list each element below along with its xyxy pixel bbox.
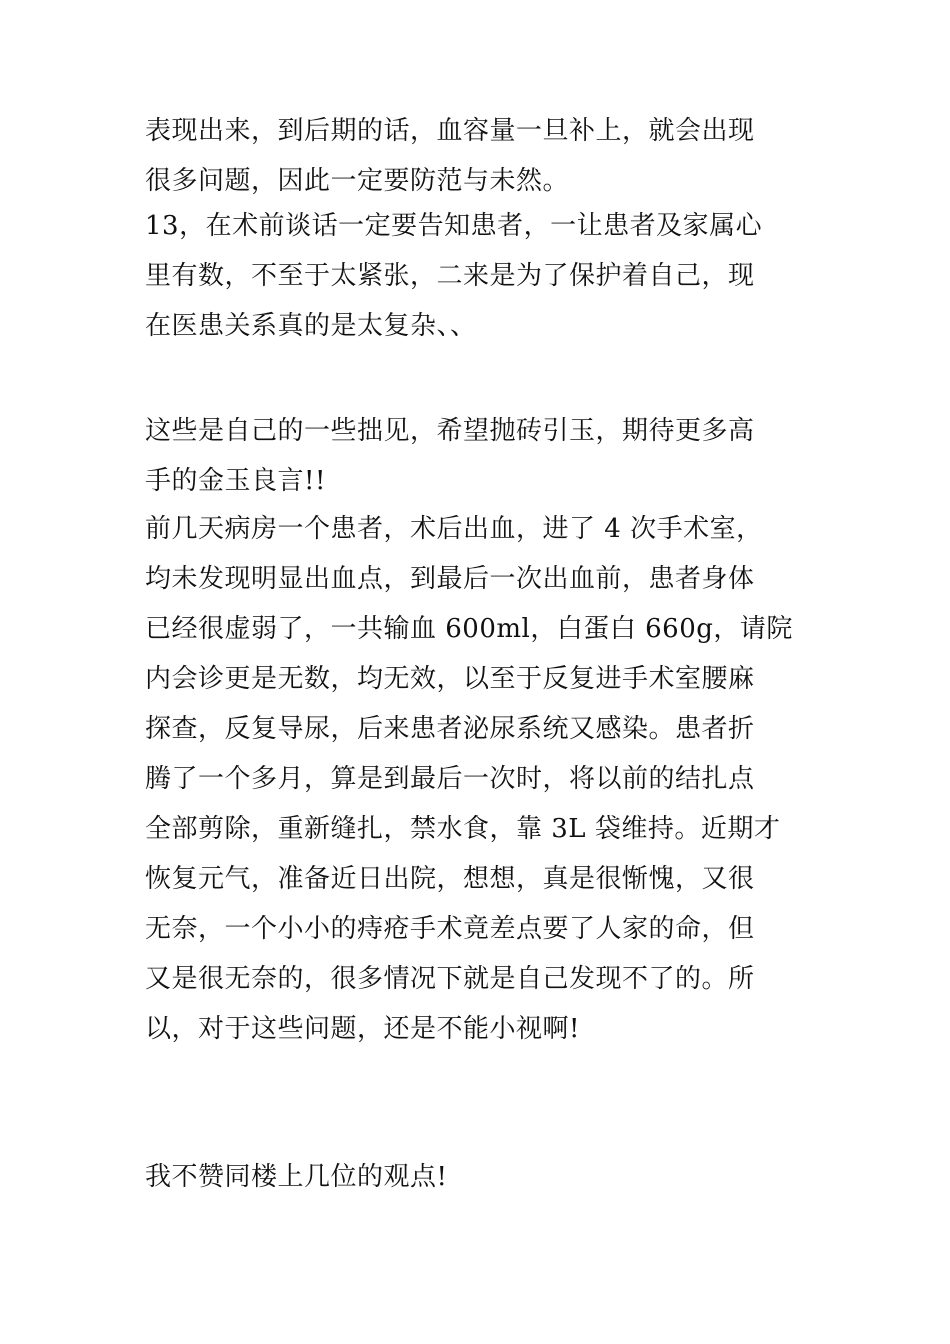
text-line: 无奈，一个小小的痔疮手术竟差点要了人家的命，但 xyxy=(145,914,755,944)
text-line: 里有数，不至于太紧张，二来是为了保护着自己，现 xyxy=(145,261,755,291)
text-line: 13，在术前谈话一定要告知患者，一让患者及家属心 xyxy=(145,211,763,241)
text-line: 已经很虚弱了，一共输血 600ml，白蛋白 660g，请院 xyxy=(145,614,793,644)
text-line: 前几天病房一个患者，术后出血，进了 4 次手术室， xyxy=(145,514,763,544)
text-line: 全部剪除，重新缝扎，禁水食，靠 3L 袋维持。近期才 xyxy=(145,814,781,844)
text-line: 均未发现明显出血点，到最后一次出血前，患者身体 xyxy=(145,564,755,594)
text-line: 探查，反复导尿，后来患者泌尿系统又感染。患者折 xyxy=(145,714,755,744)
text-line: 手的金玉良言!! xyxy=(145,466,326,496)
paragraph-4 xyxy=(145,504,825,1054)
paragraph-1 xyxy=(145,106,825,206)
paragraph-5 xyxy=(145,1152,825,1202)
text-line: 这些是自己的一些拙见，希望抛砖引玉，期待更多高 xyxy=(145,416,755,446)
text-line: 很多问题，因此一定要防范与未然。 xyxy=(145,166,570,196)
text-line: 腾了一个多月，算是到最后一次时，将以前的结扎点 xyxy=(145,764,755,794)
text-line: 我不赞同楼上几位的观点! xyxy=(145,1162,448,1192)
paragraph-3 xyxy=(145,406,825,506)
text-line: 内会诊更是无数，均无效，以至于反复进手术室腰麻 xyxy=(145,664,755,694)
text-line: 恢复元气，准备近日出院，想想，真是很惭愧，又很 xyxy=(145,864,755,894)
text-line: 又是很无奈的，很多情况下就是自己发现不了的。所 xyxy=(145,964,755,994)
text-line: 以，对于这些问题，还是不能小视啊! xyxy=(145,1014,580,1044)
text-line: 表现出来，到后期的话，血容量一旦补上，就会出现 xyxy=(145,116,755,146)
paragraph-2 xyxy=(145,201,825,351)
text-line: 在医患关系真的是太复杂、、 xyxy=(145,311,477,341)
